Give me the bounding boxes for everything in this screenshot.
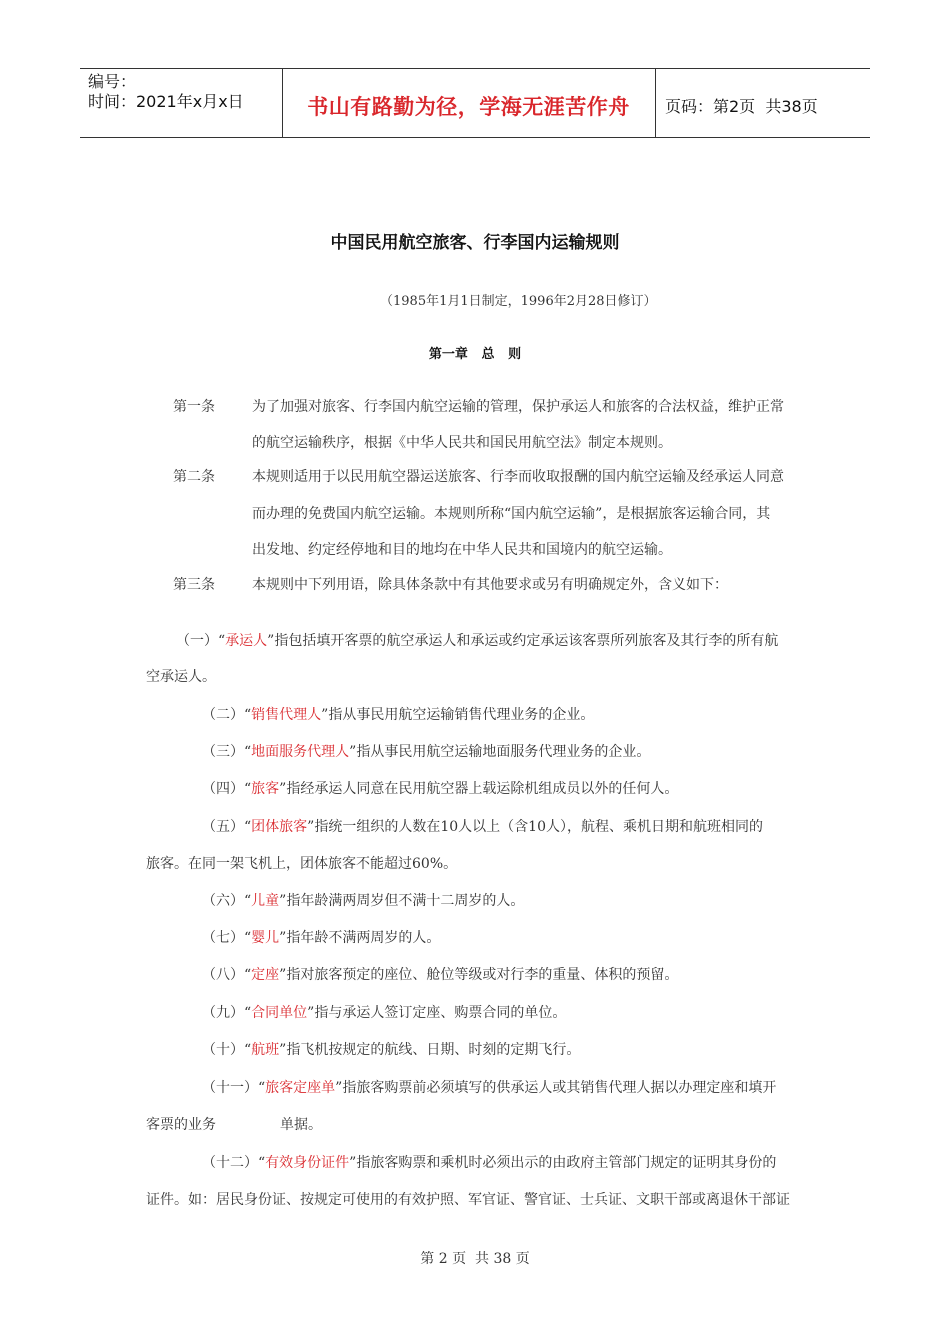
definition-text: 指与承运人签订定座、购票合同的单位。 bbox=[314, 1005, 567, 1021]
definition-term: 合同单位 bbox=[251, 1005, 308, 1021]
number-label: 编号： bbox=[88, 72, 137, 91]
definition-number: （五） bbox=[202, 819, 244, 835]
definition-text: 指从事民用航空运输销售代理业务的企业。 bbox=[328, 707, 595, 723]
document-title: 中国民用航空旅客、行李国内运输规则 bbox=[330, 233, 620, 253]
definition-item: （八）“定座”指对旅客预定的座位、舱位等级或对行李的重量、体积的预留。 bbox=[202, 967, 679, 983]
definition-term: 销售代理人 bbox=[251, 707, 322, 723]
article-label: 第一条 bbox=[173, 399, 215, 415]
article-text: 为了加强对旅客、行李国内航空运输的管理，保护承运人和旅客的合法权益，维护正常 bbox=[252, 399, 784, 415]
article-text: 本规则中下列用语，除具体条款中有其他要求或另有明确规定外，含义如下： bbox=[252, 577, 728, 593]
document-subtitle: （1985年1月1日制定，1996年2月28日修订） bbox=[380, 294, 657, 309]
definition-text: 指经承运人同意在民用航空器上载运除机组成员以外的任何人。 bbox=[286, 781, 679, 797]
definition-text: 指飞机按规定的航线、日期、时刻的定期飞行。 bbox=[286, 1042, 581, 1058]
definition-item: （一）“承运人”指包括填开客票的航空承运人和承运或约定承运该客票所列旅客及其行李的所有航 bbox=[176, 633, 779, 649]
definition-text: 指年龄不满两周岁的人。 bbox=[286, 930, 441, 946]
definition-number: （四） bbox=[202, 781, 244, 797]
definition-term: 旅客 bbox=[251, 781, 280, 797]
definition-term: 有效身份证件 bbox=[265, 1155, 350, 1171]
article-text: 出发地、约定经停地和目的地均在中华人民共和国境内的航空运输。 bbox=[252, 542, 672, 558]
definition-text: 指旅客购票前必须填写的供承运人或其销售代理人据以办理定座和填开 bbox=[342, 1080, 777, 1096]
header-divider bbox=[655, 69, 656, 137]
definition-item: （六）“儿童”指年龄满两周岁但不满十二周岁的人。 bbox=[202, 893, 525, 909]
definition-item: （十二）“有效身份证件”指旅客购票和乘机时必须出示的由政府主管部门规定的证明其身份的 bbox=[202, 1155, 777, 1171]
definition-text: 指从事民用航空运输地面服务代理业务的企业。 bbox=[356, 744, 651, 760]
definition-item: （五）“团体旅客”指统一组织的人数在10人以上（含10人），航程、乘机日期和航班相同的 bbox=[202, 819, 763, 835]
definition-item: （十）“航班”指飞机按规定的航线、日期、时刻的定期飞行。 bbox=[202, 1042, 581, 1058]
definition-number: （一） bbox=[176, 633, 218, 649]
definition-number: （十二） bbox=[202, 1155, 258, 1171]
article-label: 第二条 bbox=[173, 469, 215, 485]
definition-number: （六） bbox=[202, 893, 244, 909]
definition-term: 航班 bbox=[251, 1042, 280, 1058]
article-text: 本规则适用于以民用航空器运送旅客、行李而收取报酬的国内航空运输及经承运人同意 bbox=[252, 469, 784, 485]
definition-term: 旅客定座单 bbox=[265, 1080, 336, 1096]
definition-term: 婴儿 bbox=[251, 930, 280, 946]
definition-item: （七）“婴儿”指年龄不满两周岁的人。 bbox=[202, 930, 441, 946]
definition-number: （十） bbox=[202, 1042, 244, 1058]
definition-continuation: 空承运人。 bbox=[146, 669, 216, 685]
definition-item: （九）“合同单位”指与承运人签订定座、购票合同的单位。 bbox=[202, 1005, 567, 1021]
definition-item: （四）“旅客”指经承运人同意在民用航空器上载运除机组成员以外的任何人。 bbox=[202, 781, 679, 797]
definition-continuation: 旅客。在同一架飞机上，团体旅客不能超过60%。 bbox=[146, 856, 458, 872]
document-header bbox=[80, 68, 870, 138]
definition-continuation: 单据。 bbox=[280, 1117, 322, 1133]
definition-number: （九） bbox=[202, 1005, 244, 1021]
definition-item: （二）“销售代理人”指从事民用航空运输销售代理业务的企业。 bbox=[202, 707, 595, 723]
chapter-heading: 第一章 总 则 bbox=[428, 347, 522, 362]
definition-item: （三）“地面服务代理人”指从事民用航空运输地面服务代理业务的企业。 bbox=[202, 744, 651, 760]
page-info: 页码：第2页 共38页 bbox=[665, 97, 818, 116]
definition-number: （八） bbox=[202, 967, 244, 983]
header-meta bbox=[88, 72, 244, 112]
definition-continuation: 客票的业务 bbox=[146, 1117, 216, 1133]
definition-text: 指年龄满两周岁但不满十二周岁的人。 bbox=[286, 893, 525, 909]
definition-term: 团体旅客 bbox=[251, 819, 308, 835]
definition-text: 指旅客购票和乘机时必须出示的由政府主管部门规定的证明其身份的 bbox=[356, 1155, 777, 1171]
time-label: 时间：2021年x月x日 bbox=[88, 92, 244, 111]
definition-text: 指包括填开客票的航空承运人和承运或约定承运该客票所列旅客及其行李的所有航 bbox=[274, 633, 779, 649]
definition-number: （七） bbox=[202, 930, 244, 946]
definition-text: 指统一组织的人数在10人以上（含10人），航程、乘机日期和航班相同的 bbox=[314, 819, 763, 835]
definition-term: 儿童 bbox=[251, 893, 280, 909]
article-text: 而办理的免费国内航空运输。本规则所称“国内航空运输”，是根据旅客运输合同，其 bbox=[252, 506, 771, 522]
definition-text: 指对旅客预定的座位、舱位等级或对行李的重量、体积的预留。 bbox=[286, 967, 679, 983]
definition-term: 定座 bbox=[251, 967, 280, 983]
definition-term: 地面服务代理人 bbox=[251, 744, 350, 760]
definition-item: （十一）“旅客定座单”指旅客购票前必须填写的供承运人或其销售代理人据以办理定座和填开 bbox=[202, 1080, 777, 1096]
definition-number: （三） bbox=[202, 744, 244, 760]
definition-number: （二） bbox=[202, 707, 244, 723]
definition-term: 承运人 bbox=[225, 633, 268, 649]
header-motto: 书山有路勤为径，学海无涯苦作舟 bbox=[307, 95, 630, 119]
article-text: 的航空运输秩序，根据《中华人民共和国民用航空法》制定本规则。 bbox=[252, 435, 672, 451]
definition-number: （十一） bbox=[202, 1080, 258, 1096]
article-label: 第三条 bbox=[173, 577, 215, 593]
page-footer: 第 2 页 共 38 页 bbox=[420, 1251, 530, 1267]
definition-continuation: 证件。如：居民身份证、按规定可使用的有效护照、军官证、警官证、士兵证、文职干部或离退休干部证 bbox=[146, 1192, 790, 1208]
